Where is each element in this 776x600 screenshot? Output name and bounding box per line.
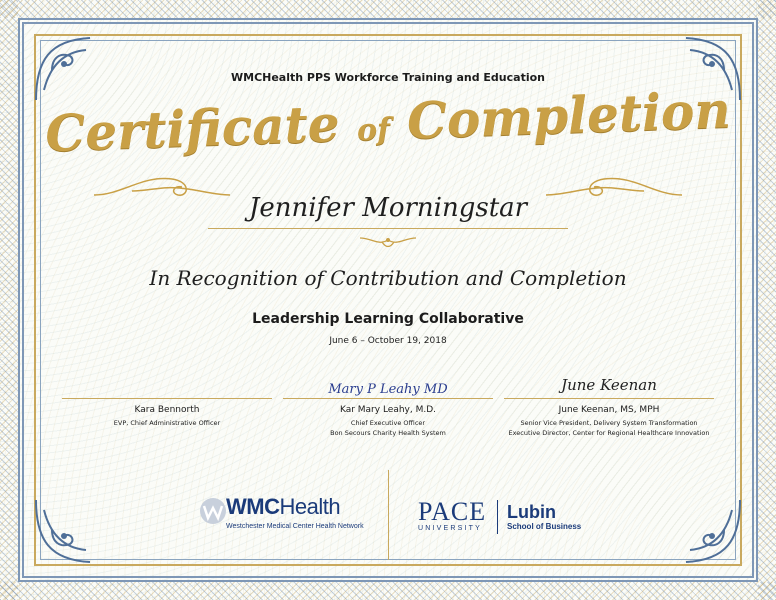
title-word-completion: Completion [406, 80, 732, 151]
recipient-name: Jennifer Morningstar [248, 193, 528, 223]
signature-block [62, 398, 272, 428]
pace-university-logo [418, 499, 508, 537]
lubin-school-logo [507, 502, 587, 531]
wmc-subtitle: Westchester Medical Center Health Network [226, 523, 364, 530]
lubin-wordmark: Lubin [507, 502, 556, 522]
recognition-line: In Recognition of Contribution and Completion [149, 266, 627, 290]
signature-line [283, 398, 493, 399]
organization-header: WMCHealth PPS Workforce Training and Education [230, 71, 545, 84]
signer-name: Kara Bennorth [134, 405, 200, 415]
border-pattern-bottom [0, 582, 776, 600]
signer-title [283, 418, 493, 438]
corner-flourish-icon [666, 490, 746, 570]
corner-flourish-icon [30, 490, 110, 570]
wmc-emblem-icon [198, 496, 228, 526]
signer-title: EVP, Chief Administrative Officer [113, 419, 221, 427]
pace-lubin-divider [497, 500, 498, 534]
wmchealth-logo [198, 494, 368, 538]
title-word-certificate: Certificate [44, 93, 341, 163]
wmc-wordmark [226, 494, 340, 520]
signature-line [504, 398, 714, 399]
program-name: Leadership Learning Collaborative [252, 311, 524, 327]
signature-script: Mary P Leahy MD [328, 382, 448, 397]
pace-subtitle: UNIVERSITY [418, 525, 483, 532]
signer-title-line: Executive Director, Center for Regional Healthcare Innovation [508, 429, 710, 437]
border-pattern-left [0, 0, 18, 600]
signature-script: June Keenan [561, 376, 657, 394]
lubin-subtitle: School of Business [507, 522, 582, 531]
border-pattern-top [0, 0, 776, 18]
signer-name: Kar Mary Leahy, M.D. [339, 405, 437, 415]
signer-name: June Keenan, MS, MPH [558, 405, 660, 415]
signature-block [504, 376, 714, 438]
signature-block [283, 382, 493, 438]
wmc-wordmark-bold: WMC [226, 494, 280, 519]
corner-flourish-icon [30, 30, 110, 110]
title-word-of: of [356, 111, 391, 149]
signer-title [504, 418, 714, 438]
recipient-underline [208, 228, 568, 229]
signer-title-line: Chief Executive Officer [350, 419, 426, 427]
program-dates: June 6 – October 19, 2018 [329, 336, 447, 346]
signer-title-line: Senior Vice President, Delivery System Transformation [520, 419, 698, 427]
wmc-wordmark-light: Health [279, 494, 341, 519]
pace-wordmark: PACE [418, 497, 487, 526]
logo-divider [388, 470, 389, 560]
ornament-icon [358, 232, 418, 250]
signer-title-line: Bon Secours Charity Health System [330, 429, 446, 437]
signature-line [62, 398, 272, 399]
